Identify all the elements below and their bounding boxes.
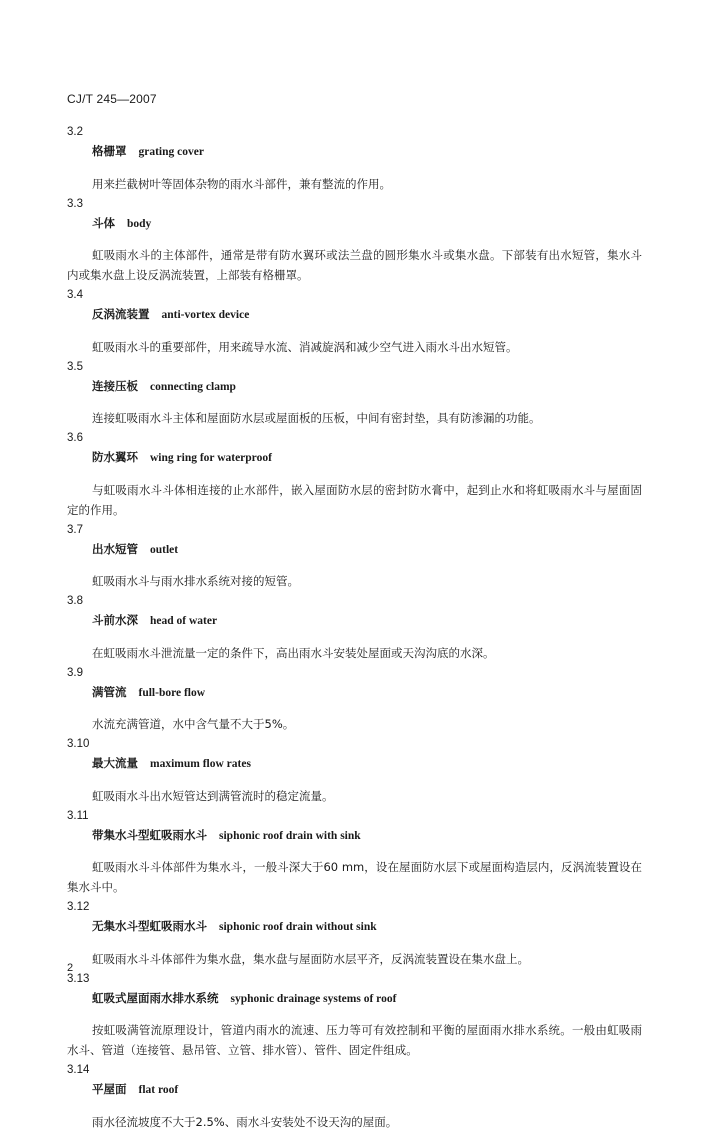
term-number: 3.8 (67, 595, 83, 607)
term-entry (67, 194, 642, 286)
page-number: 2 (67, 962, 74, 974)
term-number: 3.12 (67, 901, 90, 913)
term-english-name: siphonic roof drain without sink (219, 921, 377, 933)
term-english-name: maximum flow rates (150, 758, 251, 770)
term-definition: 与虹吸雨水斗斗体相连接的止水部件，嵌入屋面防水层的密封防水膏中，起到止水和将虹吸雨水斗与屋面固定的作用。 (67, 482, 642, 517)
terms-list (67, 122, 642, 1132)
term-definition: 虹吸雨水斗与雨水排水系统对接的短管。 (92, 574, 299, 588)
term-english-name: syphonic drainage systems of roof (230, 992, 397, 1005)
term-english-name: flat roof (138, 1084, 179, 1096)
term-chinese-name: 斗体 (92, 215, 115, 230)
term-number: 3.5 (67, 360, 83, 373)
term-english-name: head of water (150, 615, 218, 627)
term-title (67, 989, 642, 1009)
term-title (67, 917, 642, 937)
term-entry (67, 285, 642, 357)
term-definition: 虹吸雨水斗的重要部件，用来疏导水流、消减旋涡和减少空气进入雨水斗出水短管。 (92, 339, 518, 354)
term-entry (67, 734, 642, 806)
term-definition: 水流充满管道，水中含气量不大于5%。 (92, 717, 295, 731)
term-title (67, 540, 642, 560)
term-number: 3.4 (67, 289, 83, 301)
term-chinese-name: 防水翼环 (92, 450, 138, 464)
term-number: 3.2 (67, 126, 83, 138)
term-definition: 连接虹吸雨水斗主体和屋面防水层或屋面板的压板，中间有密封垫，具有防渗漏的功能。 (92, 411, 541, 425)
term-title (67, 1080, 642, 1100)
term-entry (67, 806, 642, 898)
term-number: 3.14 (67, 1064, 90, 1076)
term-definition: 雨水径流坡度不大于2.5%、雨水斗安装处不设天沟的屋面。 (92, 1114, 398, 1129)
term-definition: 在虹吸雨水斗泄流量一定的条件下，高出雨水斗安装处屋面或天沟沟底的水深。 (92, 645, 495, 660)
term-chinese-name: 连接压板 (92, 378, 138, 393)
term-english-name: connecting clamp (150, 380, 236, 393)
term-chinese-name: 无集水斗型虹吸雨水斗 (92, 919, 207, 933)
term-title (67, 611, 642, 631)
term-english-name: outlet (150, 543, 179, 556)
term-entry (67, 969, 642, 1061)
term-title (67, 754, 642, 774)
term-number: 3.3 (67, 197, 83, 210)
term-title (67, 305, 642, 325)
term-number: 3.9 (67, 666, 83, 679)
term-title (67, 683, 642, 703)
term-number: 3.6 (67, 432, 83, 444)
term-definition: 虹吸雨水斗出水短管达到满管流时的稳定流量。 (92, 788, 334, 803)
term-english-name: body (127, 217, 152, 230)
term-entry (67, 663, 642, 735)
term-chinese-name: 满管流 (92, 684, 127, 699)
term-number: 3.7 (67, 523, 83, 536)
term-chinese-name: 格栅罩 (92, 144, 127, 158)
term-chinese-name: 最大流量 (92, 756, 138, 770)
term-english-name: anti-vortex device (161, 309, 250, 321)
term-definition: 虹吸雨水斗斗体部件为集水盘，集水盘与屋面防水层平齐，反涡流装置设在集水盘上。 (92, 951, 529, 966)
standard-code-header: CJ/T 245—2007 (67, 92, 157, 106)
term-definition: 虹吸雨水斗的主体部件，通常是带有防水翼环或法兰盘的圆形集水斗或集水盘。下部装有出水短管，集水斗内或集水盘上设反涡流装置，上部装有格栅罩。 (67, 248, 642, 282)
term-chinese-name: 虹吸式屋面雨水排水系统 (92, 990, 219, 1005)
term-title (67, 214, 642, 234)
term-title (67, 377, 642, 397)
term-definition: 虹吸雨水斗斗体部件为集水斗，一般斗深大于60 mm，设在屋面防水层下或屋面构造层内，反涡流装置设在集水斗中。 (67, 860, 642, 894)
term-title (67, 448, 642, 468)
term-chinese-name: 斗前水深 (92, 613, 138, 627)
term-chinese-name: 反涡流装置 (92, 307, 150, 321)
term-definition: 用来拦截树叶等固体杂物的雨水斗部件，兼有整流的作用。 (92, 176, 391, 191)
term-definition: 按虹吸满管流原理设计，管道内雨水的流速、压力等可有效控制和平衡的屋面雨水排水系统。一般由虹吸雨水斗、管道（连接管、悬吊管、立管、排水管）、管件、固定件组成。 (67, 1023, 642, 1057)
term-chinese-name: 带集水斗型虹吸雨水斗 (92, 827, 207, 842)
term-number: 3.10 (67, 738, 90, 750)
term-entry (67, 520, 642, 592)
term-entry (67, 591, 642, 663)
term-entry (67, 428, 642, 520)
term-english-name: grating cover (138, 146, 204, 158)
term-entry (67, 897, 642, 969)
term-entry (67, 122, 642, 194)
term-entry (67, 357, 642, 429)
term-chinese-name: 出水短管 (92, 541, 138, 556)
term-english-name: siphonic roof drain with sink (219, 829, 361, 842)
term-english-name: wing ring for waterproof (150, 452, 272, 464)
term-entry (67, 1060, 642, 1132)
term-title (67, 142, 642, 162)
term-chinese-name: 平屋面 (92, 1082, 127, 1096)
term-title (67, 826, 642, 846)
term-number: 3.11 (67, 809, 89, 822)
term-number: 3.13 (67, 972, 90, 985)
term-english-name: full-bore flow (138, 686, 206, 699)
